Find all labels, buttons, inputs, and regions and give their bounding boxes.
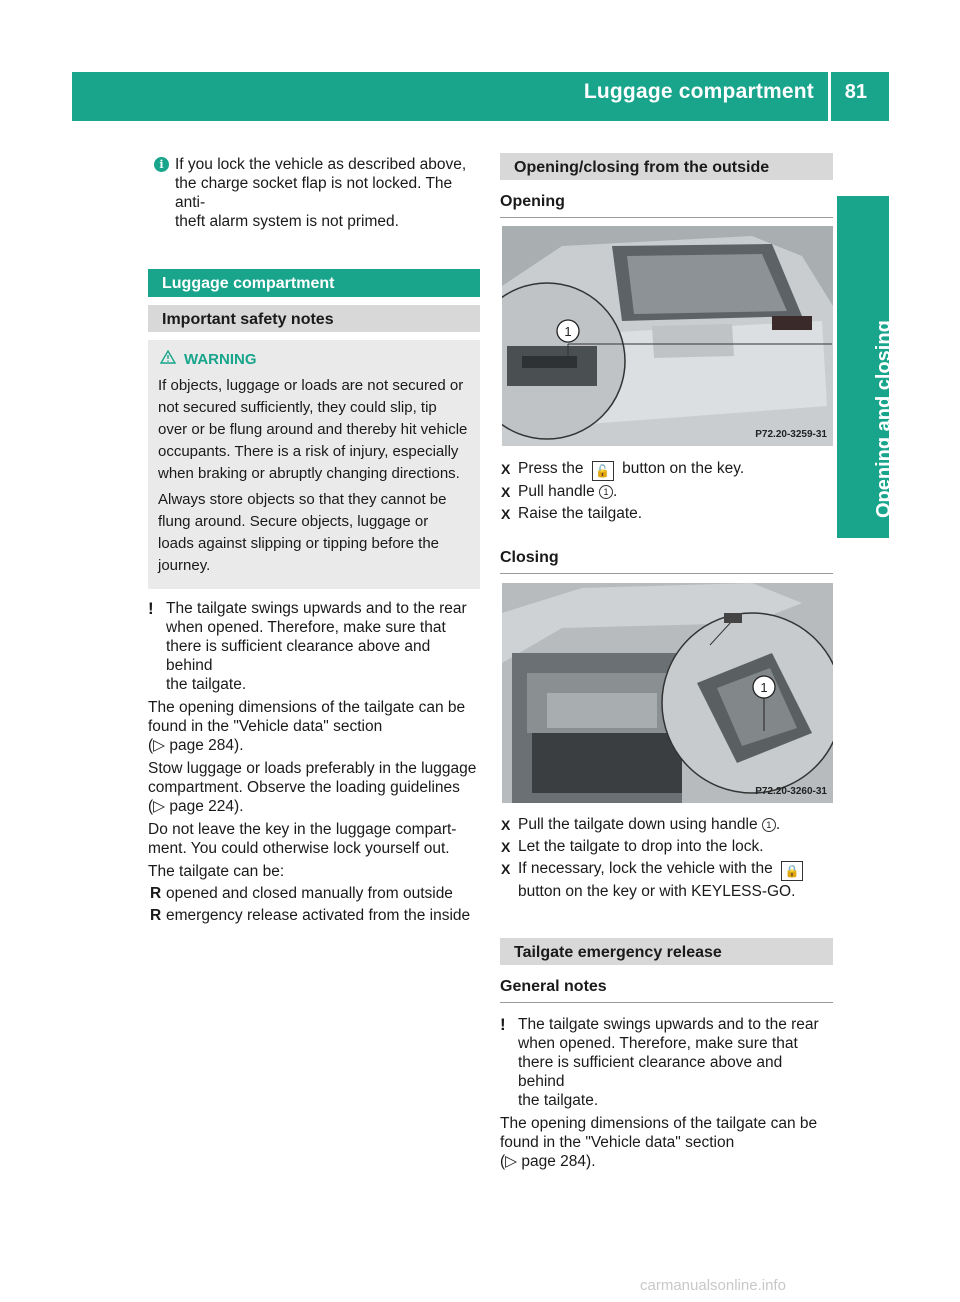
warning-line: occupants. There is a risk of injury, especially xyxy=(158,443,459,460)
warning-line: Always store objects so that they cannot be xyxy=(158,491,447,508)
step-text: . xyxy=(613,483,618,500)
closing-photo xyxy=(502,583,833,803)
text-line: The opening dimensions of the tailgate can be xyxy=(148,699,466,716)
section-title: Opening/closing from the outside xyxy=(500,153,833,180)
emergency-section xyxy=(500,938,833,1171)
step-text: If necessary, lock the vehicle with the xyxy=(518,860,773,877)
step-marker-icon: X xyxy=(501,817,511,833)
list-item xyxy=(148,905,480,927)
step-text: button on the key. xyxy=(622,460,745,477)
header-divider xyxy=(828,72,831,121)
warning-line: loads against slipping or tipping before the xyxy=(158,535,440,552)
text-line: The opening dimensions of the tailgate can be xyxy=(500,1115,818,1132)
caution-line: there is sufficient clearance above and behind xyxy=(518,1054,783,1090)
bullet-icon: R xyxy=(150,907,162,924)
callout-number: 1 xyxy=(564,324,572,339)
step-marker-icon: X xyxy=(501,484,511,500)
step-item xyxy=(500,503,833,525)
caution-icon: ! xyxy=(148,599,154,618)
info-line: If you lock the vehicle as described above, xyxy=(175,156,467,173)
text-line: found in the "Vehicle data" section xyxy=(148,718,383,735)
page-number: 81 xyxy=(844,81,867,103)
section-title: Luggage compartment xyxy=(148,269,480,297)
opening-heading: Opening xyxy=(500,192,833,218)
info-line: theft alarm system is not primed. xyxy=(175,213,399,230)
step-item xyxy=(500,858,833,903)
warning-triangle-icon xyxy=(160,350,176,369)
paragraph-tailgate-can-be: The tailgate can be: xyxy=(148,863,285,880)
step-item xyxy=(500,481,833,503)
step-marker-icon: X xyxy=(501,506,511,522)
left-column xyxy=(148,155,480,927)
step-text: Raise the tailgate. xyxy=(518,505,643,522)
callout-ref-icon: 1 xyxy=(762,818,776,832)
page-link[interactable]: (▷ page 224). xyxy=(148,798,244,815)
caution-line: The tailgate swings upwards and to the rear xyxy=(166,600,467,617)
list-item-text: opened and closed manually from outside xyxy=(166,885,453,902)
list-item-text: emergency release activated from the inside xyxy=(166,907,471,924)
callout-ref-icon: 1 xyxy=(599,485,613,499)
list-item xyxy=(148,883,480,905)
step-text: button on the key or with KEYLESS-GO. xyxy=(518,883,796,900)
warning-paragraph xyxy=(158,489,472,577)
step-text: . xyxy=(775,816,781,833)
info-note xyxy=(148,155,480,231)
caution-line: when opened. Therefore, make sure that xyxy=(518,1035,798,1052)
step-marker-icon: X xyxy=(501,839,511,855)
page-link[interactable]: (▷ page 284). xyxy=(500,1153,596,1170)
step-marker-icon: X xyxy=(501,461,511,477)
caution-line: the tailgate. xyxy=(166,676,247,693)
caution-line: the tailgate. xyxy=(518,1092,599,1109)
text-line: found in the "Vehicle data" section xyxy=(500,1134,735,1151)
caution-line: The tailgate swings upwards and to the rear xyxy=(518,1016,819,1033)
step-text: Let the tailgate to drop into the lock. xyxy=(518,838,764,855)
step-item xyxy=(500,814,833,836)
warning-line: when braking or abruptly changing directions. xyxy=(158,465,460,482)
closing-steps xyxy=(500,814,833,903)
subsection-title: Important safety notes xyxy=(148,305,480,332)
lock-key-icon: 🔒 xyxy=(781,861,803,881)
open-tailgate-illustration xyxy=(502,583,833,803)
info-line: the charge socket flap is not locked. The anti- xyxy=(175,175,453,211)
warning-line: flung around. Secure objects, luggage or xyxy=(158,513,429,530)
right-column xyxy=(500,153,833,218)
paragraph-stow xyxy=(148,759,480,816)
step-text: Pull handle xyxy=(518,483,595,500)
step-item xyxy=(500,836,833,858)
opening-steps xyxy=(500,458,833,525)
warning-line: journey. xyxy=(158,557,211,574)
image-code: P72.20-3259-31 xyxy=(755,429,827,440)
text-line: Stow luggage or loads preferably in the luggage xyxy=(148,760,477,777)
paragraph-dimensions xyxy=(500,1114,833,1171)
bullet-icon: R xyxy=(150,885,162,902)
caution-line: when opened. Therefore, make sure that xyxy=(166,619,446,636)
text-line: Do not leave the key in the luggage compart- xyxy=(148,821,457,838)
paragraph-dimensions xyxy=(148,698,480,755)
unlock-key-icon: 🔓 xyxy=(592,461,614,481)
step-marker-icon: X xyxy=(501,861,511,877)
text-line: ment. You could otherwise lock yourself out. xyxy=(148,840,450,857)
text-line: compartment. Observe the loading guidelines xyxy=(148,779,460,796)
warning-line: over or be flung around and thereby hit vehicle xyxy=(158,421,468,438)
caution-note xyxy=(500,1015,833,1110)
warning-line: not secured sufficiently, they could slip, tip xyxy=(158,399,437,416)
car-rear-illustration xyxy=(502,226,833,446)
callout-number: 1 xyxy=(760,680,768,695)
step-text: Press the xyxy=(518,460,584,477)
page-link[interactable]: (▷ page 284). xyxy=(148,737,244,754)
image-code: P72.20-3260-31 xyxy=(755,786,827,797)
step-text: Pull the tailgate down using handle xyxy=(518,816,758,833)
side-tab-label: Opening and closing xyxy=(873,320,895,518)
emergency-title: Tailgate emergency release xyxy=(500,938,833,965)
side-tab xyxy=(837,196,895,538)
warning-title xyxy=(158,350,472,369)
caution-note xyxy=(148,599,480,694)
closing-heading: Closing xyxy=(500,548,833,574)
warning-line: If objects, luggage or loads are not secured or xyxy=(158,377,464,394)
caution-icon: ! xyxy=(500,1015,506,1034)
step-item xyxy=(500,458,833,481)
general-notes-heading: General notes xyxy=(500,977,833,1003)
paragraph-key xyxy=(148,820,480,858)
opening-photo xyxy=(502,226,833,446)
info-icon: i xyxy=(154,157,169,172)
header-bar xyxy=(72,72,889,121)
watermark: carmanualsonline.info xyxy=(640,1277,786,1294)
warning-paragraph xyxy=(158,375,472,485)
warning-title-text: WARNING xyxy=(184,351,257,368)
warning-box xyxy=(148,340,480,589)
header-title: Luggage compartment xyxy=(583,80,814,103)
caution-line: there is sufficient clearance above and behind xyxy=(166,638,431,674)
